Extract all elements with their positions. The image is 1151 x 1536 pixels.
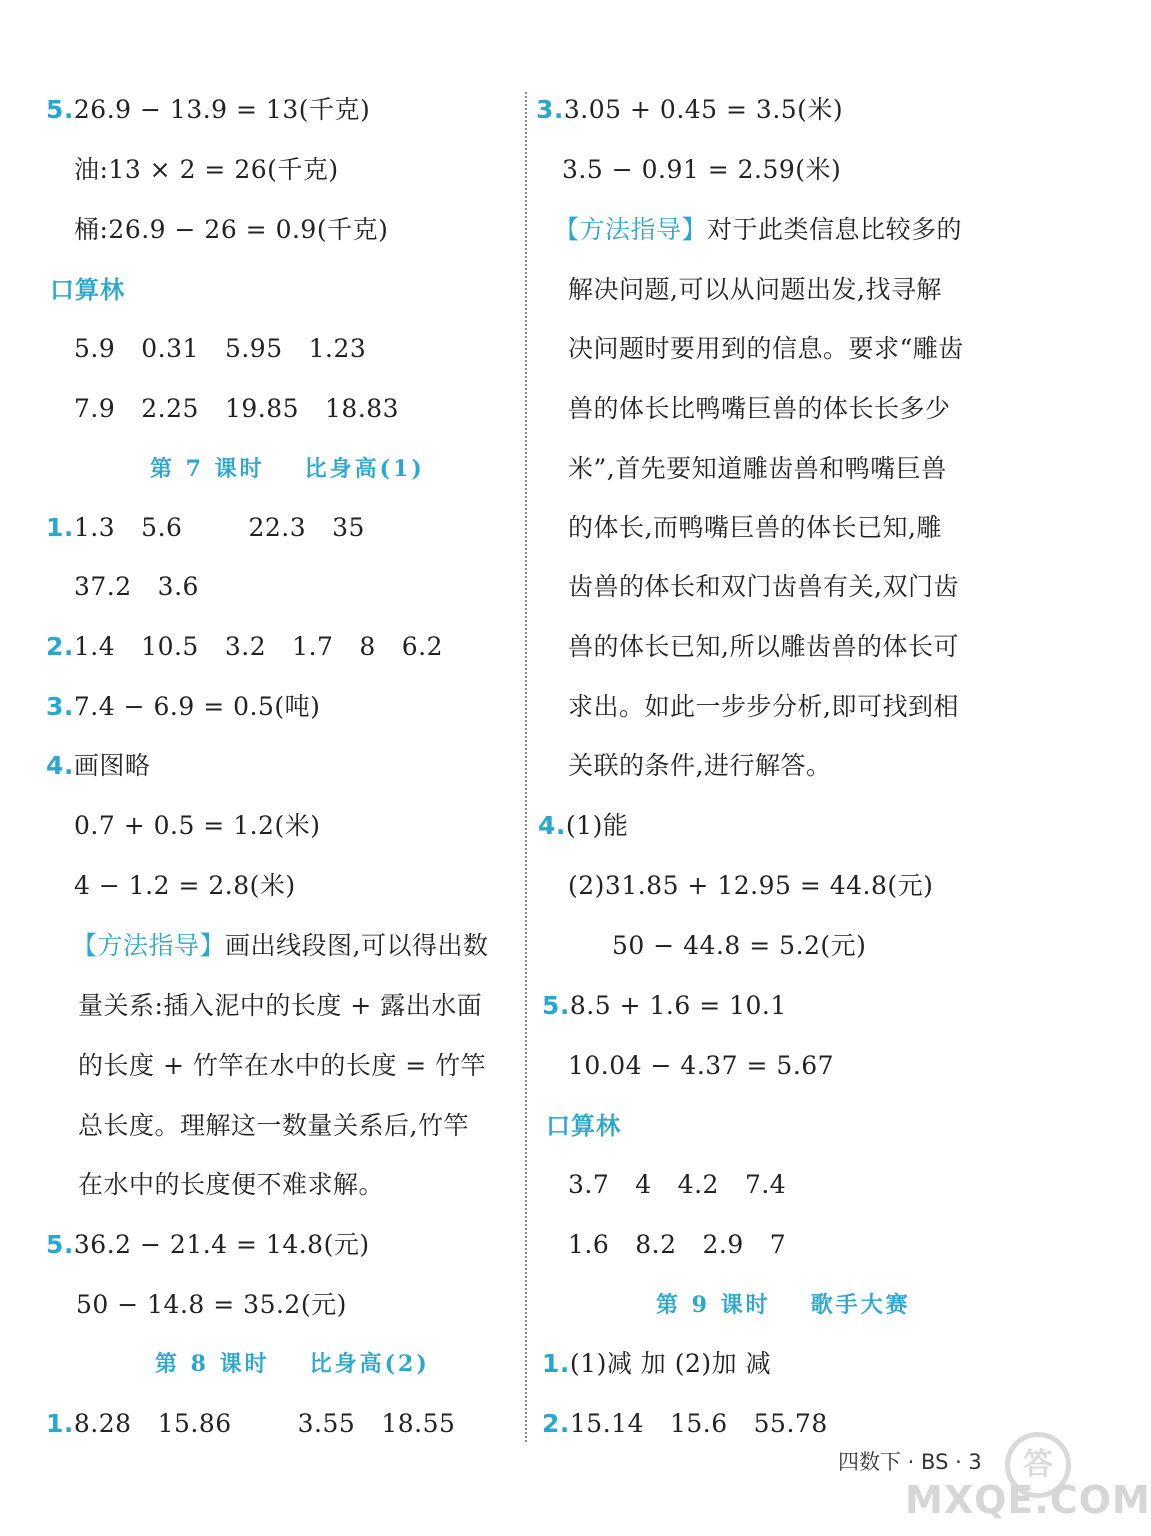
answer-line: (2)31.85 + 12.95 = 44.8(元) <box>568 871 934 900</box>
method-guide-line: 总长度。理解这一数量关系后,竹竿 <box>78 1111 469 1140</box>
section-heading-kousuan: 口算林 <box>50 276 125 304</box>
answer-5: 5.26.9 − 13.9 = 13(千克) <box>46 95 371 124</box>
watermark-text: MXQE.COM <box>905 1478 1151 1522</box>
answer-3: 3.7.4 − 6.9 = 0.5(吨) <box>46 692 321 721</box>
method-guide-line: 兽的体长比鸭嘴巨兽的体长长多少 <box>568 394 951 423</box>
answer-1: 1.8.28 15.86 3.55 18.55 <box>46 1409 456 1438</box>
page-footer: 四数下 · BS · 3 <box>838 1450 982 1474</box>
answer-5: 5.8.5 + 1.6 = 10.1 <box>542 991 787 1020</box>
answer-3: 3.3.05 + 0.45 = 3.5(米) <box>536 95 844 124</box>
lesson-heading-9: 第 9 课时 歌手大赛 <box>656 1292 911 1318</box>
answer-2: 2.1.4 10.5 3.2 1.7 8 6.2 <box>46 632 444 661</box>
answer-line: 37.2 3.6 <box>74 572 199 601</box>
answer-line: 0.7 + 0.5 = 1.2(米) <box>74 811 321 840</box>
method-guide-line: 解决问题,可以从问题出发,找寻解 <box>568 275 942 304</box>
answer-1: 1.1.3 5.6 22.3 35 <box>46 513 365 542</box>
method-guide-line: 兽的体长已知,所以雕齿兽的体长可 <box>568 632 959 661</box>
answer-line: 3.5 − 0.91 = 2.59(米) <box>562 155 842 184</box>
method-guide-line: 的长度 + 竹竿在水中的长度 = 竹竿 <box>78 1051 487 1080</box>
answer-line: 4 − 1.2 = 2.8(米) <box>74 871 296 900</box>
answer-1: 1.(1)减 加 (2)加 减 <box>542 1349 772 1378</box>
answer-line: 桶:26.9 − 26 = 0.9(千克) <box>74 215 389 244</box>
column-divider <box>525 92 527 1442</box>
lesson-heading-8: 第 8 课时 比身高(2) <box>155 1351 430 1377</box>
answer-line: 50 − 14.8 = 35.2(元) <box>76 1290 347 1319</box>
answer-4: 4.画图略 <box>46 751 151 780</box>
method-guide-line: 求出。如此一步步分析,即可找到相 <box>568 692 959 721</box>
kousuan-row: 1.6 8.2 2.9 7 <box>568 1230 787 1259</box>
kousuan-row: 7.9 2.25 19.85 18.83 <box>74 394 400 423</box>
answer-line: 油:13 × 2 = 26(千克) <box>74 155 339 184</box>
method-guide-line: 决问题时要用到的信息。要求“雕齿 <box>568 334 964 363</box>
method-guide-tag: 【方法指导】 <box>554 215 708 244</box>
method-guide-line: 量关系:插入泥中的长度 + 露出水面 <box>78 991 483 1020</box>
method-guide: 【方法指导】画出线段图,可以得出数 <box>72 931 489 960</box>
answer-5: 5.36.2 − 21.4 = 14.8(元) <box>46 1230 370 1259</box>
method-guide-line: 齿兽的体长和双门齿兽有关,双门齿 <box>568 572 959 601</box>
method-guide-line: 米”,首先要知道雕齿兽和鸭嘴巨兽 <box>568 454 947 483</box>
answer-line: 50 − 44.8 = 5.2(元) <box>612 931 867 960</box>
method-guide-line: 在水中的长度便不难求解。 <box>78 1170 385 1199</box>
watermark-badge: 答 <box>1005 1432 1071 1498</box>
answer-4: 4.(1)能 <box>538 811 629 840</box>
answer-line: 10.04 − 4.37 = 5.67 <box>568 1051 835 1080</box>
method-guide-line: 关联的条件,进行解答。 <box>568 751 832 780</box>
method-guide-line: 的体长,而鸭嘴巨兽的体长已知,雕 <box>568 513 942 542</box>
method-guide-tag: 【方法指导】 <box>72 931 226 960</box>
kousuan-row: 5.9 0.31 5.95 1.23 <box>74 334 367 363</box>
lesson-heading-7: 第 7 课时 比身高(1) <box>150 456 425 482</box>
section-heading-kousuan: 口算林 <box>546 1112 621 1140</box>
kousuan-row: 3.7 4 4.2 7.4 <box>568 1170 787 1199</box>
method-guide: 【方法指导】对于此类信息比较多的 <box>554 215 963 244</box>
answer-2: 2.15.14 15.6 55.78 <box>542 1409 828 1438</box>
